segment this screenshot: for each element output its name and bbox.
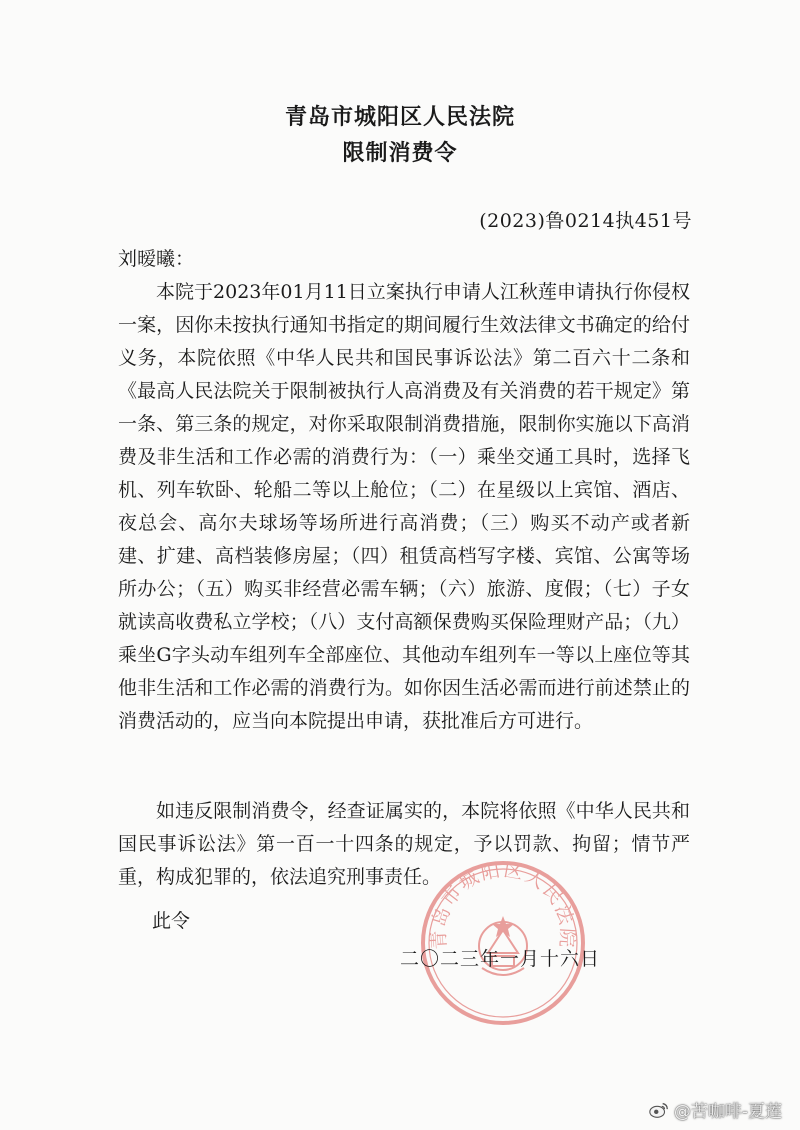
paragraph-penalty: 如违反限制消费令，经查证属实的，本院将依照《中华人民共和国民事诉讼法》第一百一十四条的规定，予以罚款、拘留；情节严重，构成犯罪的，依法追究刑事责任。 xyxy=(118,800,690,888)
case-number: (2023)鲁0214执451号 xyxy=(479,210,692,232)
weibo-watermark xyxy=(648,1097,782,1122)
document-title: 限制消费令 xyxy=(342,140,458,166)
court-seal xyxy=(418,858,588,1028)
star-icon xyxy=(492,916,514,937)
issue-date: 二〇二三年一月十六日 xyxy=(400,948,601,970)
court-name: 青岛市城阳区人民法院 xyxy=(284,104,515,130)
svg-text:青岛市城阳区人民法院 xyxy=(427,859,578,950)
closing-text: 此令 xyxy=(152,910,191,932)
addressee: 刘暧曦： xyxy=(118,248,195,270)
weibo-icon xyxy=(648,1099,670,1121)
paragraph-main: 本院于2023年01月11日立案执行申请人江秋莲申请执行你侵权一案，因你未按执行通知书指定的期间履行生效法律文书确定的给付义务，本院依照《中华人民共和国民事诉讼法》第二百六十二条和《最高人民法院关于限制被执行人高消费及有关消费的若干规定》第一条、第三条的规定，对你采取限制消费措施，限制你实施以下高消费及非生活和工作必需的消费行为：（一）乘坐交通工具时，选择飞机、列车软卧、轮船二等以上舱位；（二）在星级以上宾馆、酒店、夜总会、高尔夫球场等场所进行高消费；（三）购买不动产或者新建、扩建、高档装修房屋；（四）租赁高档写字楼、宾馆、公寓等场所办公；（五）购买非经营必需车辆；（六）旅游、度假；（七）子女就读高收费私立学校；（八）支付高额保费购买保险理财产品；（九）乘坐G字头动车组列车全部座位、其他动车组列车一等以上座位等其他非生活和工作必需的消费行为。如你因生活必需而进行前述禁止的消费活动的，应当向本院提出申请，获批准后方可进行。 xyxy=(118,281,690,732)
seal-text: 青岛市城阳区人民法院 xyxy=(427,858,579,951)
watermark-text: @苦咖啡-夏莲 xyxy=(673,1102,782,1122)
